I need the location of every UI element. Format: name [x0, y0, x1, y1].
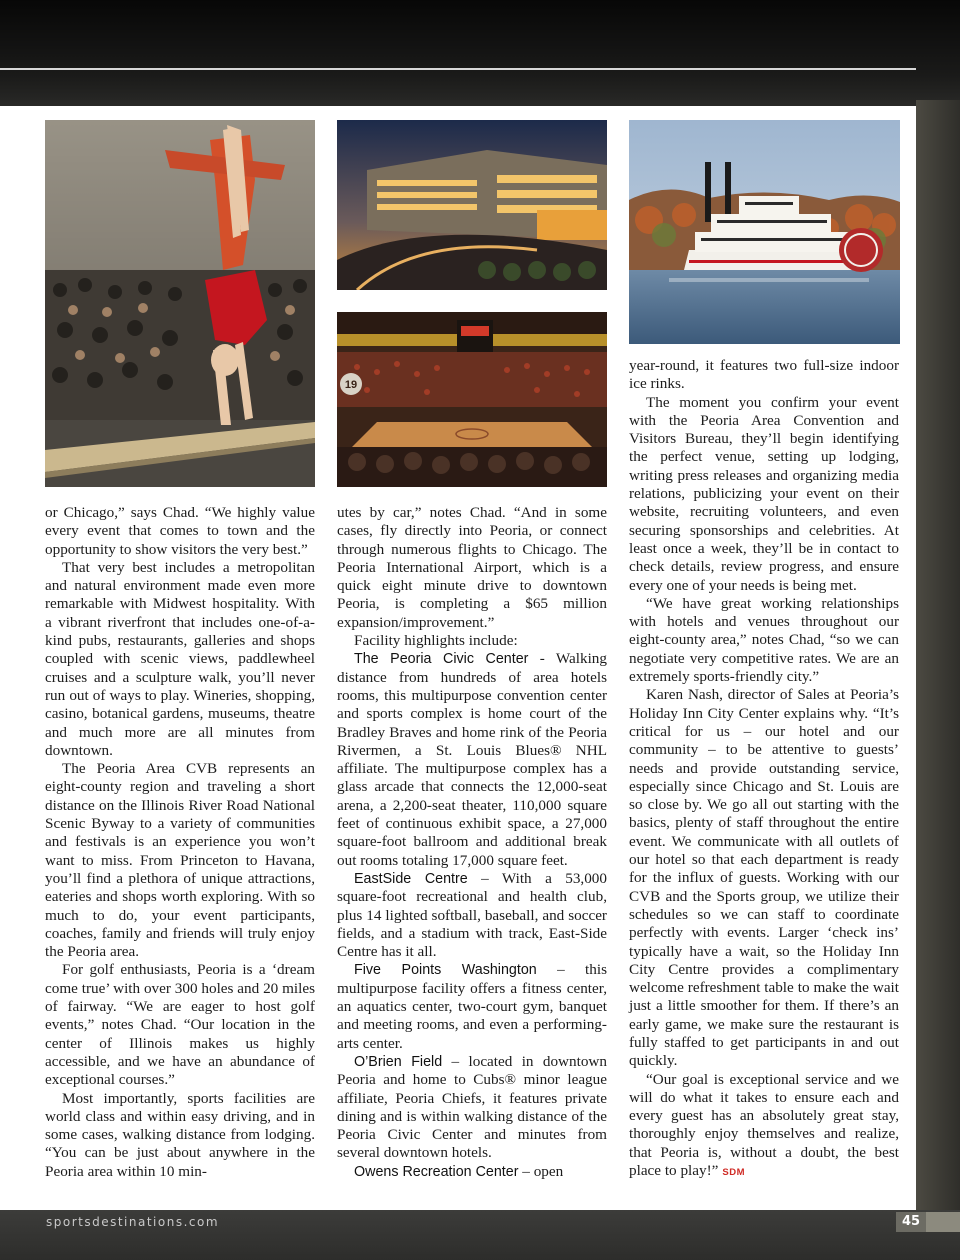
facility-name: The Peoria Civic Center [354, 651, 529, 668]
paragraph: That very best includes a metropolitan and natural environment made even more remarkable with Midwest hospitality. With a vibrant riverfront that includes one-of-a-kind pubs, restaurants, galleries and shops coupled with scenic views, paddlewheel cruises and a sculpture walk, you’ll never run out of ways to play. Wineries, shopping, casino, botanical gardens, museums, theatre and much more are all minutes from downtown. [45, 558, 315, 759]
article-column-2 [337, 504, 607, 1181]
paragraph: “We have great working relationships with hotels and venues throughout our eight-county area,” notes Chad, “so we can negotiate very competitive rates. We are an extremely sports-friendly city.” [629, 594, 899, 686]
facility-paragraph [337, 1053, 607, 1163]
closing-quote: “Our goal is exceptional service and we will do what it takes to ensure each and every guest has an absolutely great stay, thoroughly enjoy themselves and realize, that Peoria is, without a doubt, the best place to play!” [629, 1070, 899, 1180]
paragraph: For golf enthusiasts, Peoria is a ‘dream come true’ with over 300 holes and 20 miles of fairway. “We are eager to host golf events,” notes Chad. “Our location in the center of Illinois makes us highly accessible, and we have an abundance of exceptional courses.” [45, 961, 315, 1089]
page-number: 45 [896, 1212, 926, 1232]
facility-name: O’Brien Field [354, 1053, 443, 1070]
facility-name: Five Points Washington [354, 962, 537, 979]
facility-name: EastSide Centre [354, 870, 468, 887]
paragraph: The Peoria Area CVB represents an eight-county region and traveling a short distance on the Illinois River Road National Scenic Byway to a variety of communities and festivals is an experience you won’t want to miss. From Princeton to Havana, you’ll find a plethora of unique attractions, eateries and shops worth exploring. With so much to do, your event participants, coaches, family and friends will truly enjoy the Peoria area. [45, 760, 315, 961]
facility-paragraph [337, 650, 607, 870]
article-column-1 [45, 504, 315, 1181]
paragraph: Karen Nash, director of Sales at Peoria’s Holiday Inn City Center explains why. “It’s critical for us – our hotel and our community – to be attentive to guests’ needs and provide outstanding service, especially since Chicago and St. Louis are so close by. We go all out starting with the basics, plenty of staff throughout the entire event. We communicate with all outlets of our hotel so that each department is ready for the influx of guests. Working with our CVB and the Sports group, we utilize their schedules so we can staff to coordinate perfectly with events. Larger ‘check ins’ typically have a wait, so the Holiday Inn City Centre provides a complimentary welcome refreshment table to make the wait just a little smoother for them. If there’s an early game, we make sure the restaurant is fully staffed to get participants in and out quickly. [629, 686, 899, 1070]
scoreboard-number: 19 [344, 379, 358, 391]
facility-text: – this multipurpose facility offers a fitness center, an aquatics center, two-court gym, banquet and meeting rooms, and even a performing-arts center. [337, 961, 607, 1052]
facility-text: – located in downtown Peoria and home to Cubs® minor league affiliate, Peoria Chiefs, it features private dining and is within walking distance of the Peoria Civic Center and minutes from several downtown hotels. [337, 1052, 607, 1162]
facility-paragraph [337, 1163, 607, 1181]
paragraph: Most importantly, sports facilities are world class and within easy driving, and in some cases, walking distance from lodging. “You can be just about anywhere in the Peoria area within 10 min- [45, 1089, 315, 1180]
facility-text: - Walking distance from hundreds of area hotels rooms, this multipurpose convention center and sports complex is home court of the Bradley Braves and home rink of the Peoria Rivermen, a St. Louis Blues® NHL affiliate. The multipurpose complex has a glass arcade that connects the 12,000-seat arena, a 2,200-seat theater, 110,000 square feet of continuous exhibit space, a 27,000 square-foot ballroom and additional break out rooms totaling 17,000 square feet. [337, 650, 607, 869]
civic-center-night-icon [337, 120, 607, 290]
facility-text: – open [518, 1162, 564, 1180]
arena-photo [337, 312, 607, 487]
gymnast-balance-beam-icon [45, 120, 315, 487]
facility-text: – With a 53,000 square-foot recreational and health club, plus 14 lighted softball, baseball, and soccer fields, and a stadium with track, East-Side Centre has it all. [337, 869, 607, 961]
page-number-strip [926, 1212, 960, 1232]
riverboat-photo [629, 120, 900, 344]
top-rule [0, 68, 916, 70]
facility-paragraph [337, 961, 607, 1052]
paragraph: utes by car,” notes Chad. “And in some cases, fly directly into Peoria, or connect through numerous flights to Chicago. The Peoria International Airport, which is a quick eight minute drive to downtown Peoria, is completing a $65 million expansion/improvement.” [337, 504, 607, 631]
paragraph: or Chicago,” says Chad. “We highly value every event that comes to town and the opportunity to show visitors the very best.” [45, 504, 315, 558]
paragraph: The moment you confirm your event with the Peoria Area Convention and Visitors Bureau, they’ll begin identifying the perfect venue, setting up lodging, writing press releases and organizing media relations, publicizing your event on their website, recruiting volunteers, and even securing sponsorships and celebrities. At least once a week, they’ll be in contact to check details, review progress, and ensure every one of your needs is being met. [629, 393, 899, 594]
article-column-3 [629, 357, 899, 1182]
facility-name: Owens Recreation Center [354, 1163, 519, 1180]
paddlewheel-riverboat-icon [629, 120, 900, 344]
top-band [0, 0, 960, 108]
gymnast-photo [45, 120, 315, 487]
side-band [916, 100, 960, 1210]
sdm-end-mark: SDM [722, 1167, 746, 1179]
facility-paragraph [337, 870, 607, 961]
arena-crowd-icon [337, 312, 607, 487]
paragraph: Facility highlights include: [354, 632, 518, 650]
footer-url: sportsdestinations.com [46, 1215, 220, 1229]
paragraph [629, 1071, 899, 1183]
civic-center-photo [337, 120, 607, 290]
paragraph: year-round, it features two full-size indoor ice rinks. [629, 357, 899, 393]
